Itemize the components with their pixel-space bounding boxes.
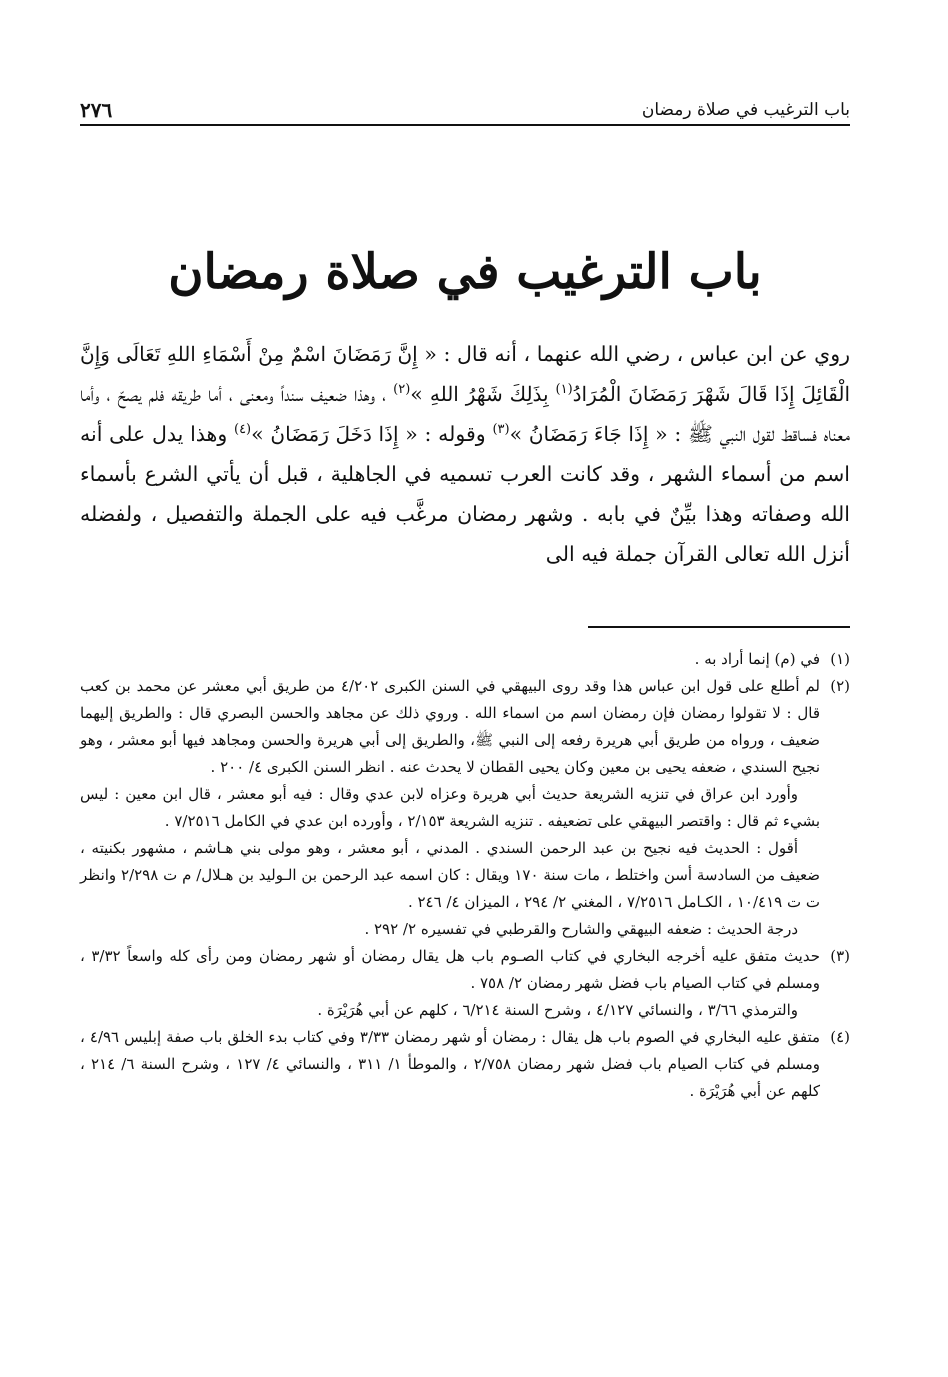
footnote-text: في (م) إنما أراد به .: [694, 650, 820, 668]
footnote-2-continuation: درجة الحديث : ضعفه البيهقي والشارح والقرطبي في تفسيره ٢/ ٢٩٢ .: [364, 920, 798, 938]
footnote-text: متفق عليه البخاري في الصوم باب هل يقال : رمضان أو شهر رمضان ٣/٣٣ وفي كتاب بدء الخلق باب صفة إبليس ٤/٩٦ ، ومسلم في كتاب الصيام باب فضل شهر رمضان ٢/٧٥٨ ، والموطأ ١/ ٣١١ ، والنسائي ٤/ ١٢٧ ، وشرح السنة ٦/ ٢١٤ ، كلهم عن أبي هُرَيْرَة .: [80, 1028, 821, 1100]
footnote-3-continuation: والترمذي ٣/٦٦ ، والنسائي ٤/١٢٧ ، وشرح السنة ٦/٢١٤ ، كلهم عن أبي هُرَيْرَة .: [317, 1001, 798, 1019]
footnote-number: (١): [830, 650, 850, 668]
book-page: [80, 0, 850, 1377]
footnote-2-continuation: أقول : الحديث فيه نجيح بن عبد الرحمن السندي . المدني ، أبو معشر ، وهو مولى بني هـاشم ، مشهور بكنيته ، ضعيف من السادسة أسن واختلط ، مات سنة ١٧٠ ويقال : كان اسمه عبد الرحمن بن الـوليد بن هـلال/ م ت ٢/٢٩٨ وانظر ت ت ١٠/٤١٩ ، الكـامل ٧/٢٥١٦ ، المغني ٢/ ٢٩٤ ، الميزان ٤/ ٢٤٦ .: [80, 839, 820, 911]
footnote-2-continuation: وأورد ابن عراق في تنزيه الشريعة حديث أبي هريرة وعزاه لابن عدي وقال : فيه أبو معشر ، قال ابن معين : ليس بشيء ثم قال : واقتصر البيهقي على تضعيفه . تنزيه الشريعة ٢/١٥٣ ، وأورده ابن عدي في الكامل ٧/٢٥١٦ .: [80, 785, 820, 830]
footnote-1: [80, 646, 850, 673]
text-segment: ، وهذا ضعيف سنداً ومعنى ، أما طريقه فلم يصحّ ، وأما معناه فساقط لقول النبي ﷺ : «: [80, 382, 851, 446]
hadith-quote: إِذَا جَاءَ رَمَضَانُ: [528, 422, 649, 446]
footnote-text: حديث متفق عليه أخرجه البخاري في كتاب الصـوم باب هل يقال رمضان أو شهر رمضان ومن رأى كله واسعاً ٣/٣٢ ، ومسلم في كتاب الصيام باب فضل شهر رمضان ٢/ ٧٥٨ .: [80, 947, 821, 992]
footnote-4: [80, 1024, 850, 1105]
text-segment: »: [410, 382, 430, 406]
main-text: [80, 334, 850, 574]
footnotes: [80, 646, 850, 1105]
footnote-ref-1: (١): [555, 382, 573, 398]
footnote-3: [80, 943, 850, 997]
footnote-ref-3: (٣): [492, 422, 510, 438]
hadith-quote: إِذَا دَخَلَ رَمَضَانُ: [270, 422, 399, 446]
text-segment: وقوله : «: [398, 422, 493, 446]
footnote-number: (٣): [830, 947, 851, 965]
footnote-number: (٤): [830, 1028, 851, 1046]
running-header: [80, 88, 850, 126]
footnote-ref-2: (٢): [393, 382, 411, 398]
text-segment: »: [251, 422, 271, 446]
main-paragraph: [80, 334, 850, 574]
text-segment: »: [509, 422, 529, 446]
hadith-quote: بِذَلِكَ شَهْرُ اللهِ: [429, 382, 556, 406]
text-segment: وهذا يدل على أنه اسم من أسماء الشهر ، وقد كانت العرب تسميه في الجاهلية ، قبل أن يأتي الشرع بأسماء الله وصفاته وهذا بيِّنٌ في بابه . وشهر رمضان مرغَّب فيه على الجملة والتفصيل ، ولفضله أنزل الله تعالى القرآن جملة فيه الى: [80, 422, 850, 566]
footnote-text: لم أطلع على قول ابن عباس هذا وقد روى البيهقي في السنن الكبرى ٤/٢٠٢ من طريق أبي معشر عن محمد بن كعب قال : لا تقولوا رمضان فإن رمضان اسم من اسماء الله . وروي ذلك عن مجاهد والحسن البصري قال : والطريق إليهما ضعيف ، ورواه من طريق أبي هريرة رفعه إلى النبي ﷺ، والطريق إلى أبي هريرة والحسن ومجاهد فيها أبو معشر ، وهو نجيح السندي ، ضعفه يحيى بن معين وكان يحيى القطان لا يحدث عنه . انظر السنن الكبرى ٤/ ٢٠٠ .: [80, 677, 821, 776]
hadith-quote: إِنَّ رَمَضَانَ اسْمٌ مِنْ أَسْمَاءِ اللهِ تَعَالَى وَإِنَّ الْقَائِلَ إِذَا قَالَ شَهْرَ رَمَضَانَ الْمُرَادُ: [80, 342, 851, 406]
page-number: ٢٧٦: [80, 98, 113, 122]
chapter-title: باب الترغيب في صلاة رمضان: [168, 244, 762, 301]
footnote-number: (٢): [830, 677, 851, 695]
footnote-2: [80, 673, 850, 781]
running-title: باب الترغيب في صلاة رمضان: [641, 100, 850, 120]
text-segment: روي عن ابن عباس ، رضي الله عنهما ، أنه قال : «: [417, 342, 850, 366]
footnote-ref-4: (٤): [233, 422, 252, 438]
footnote-separator: [588, 626, 850, 628]
